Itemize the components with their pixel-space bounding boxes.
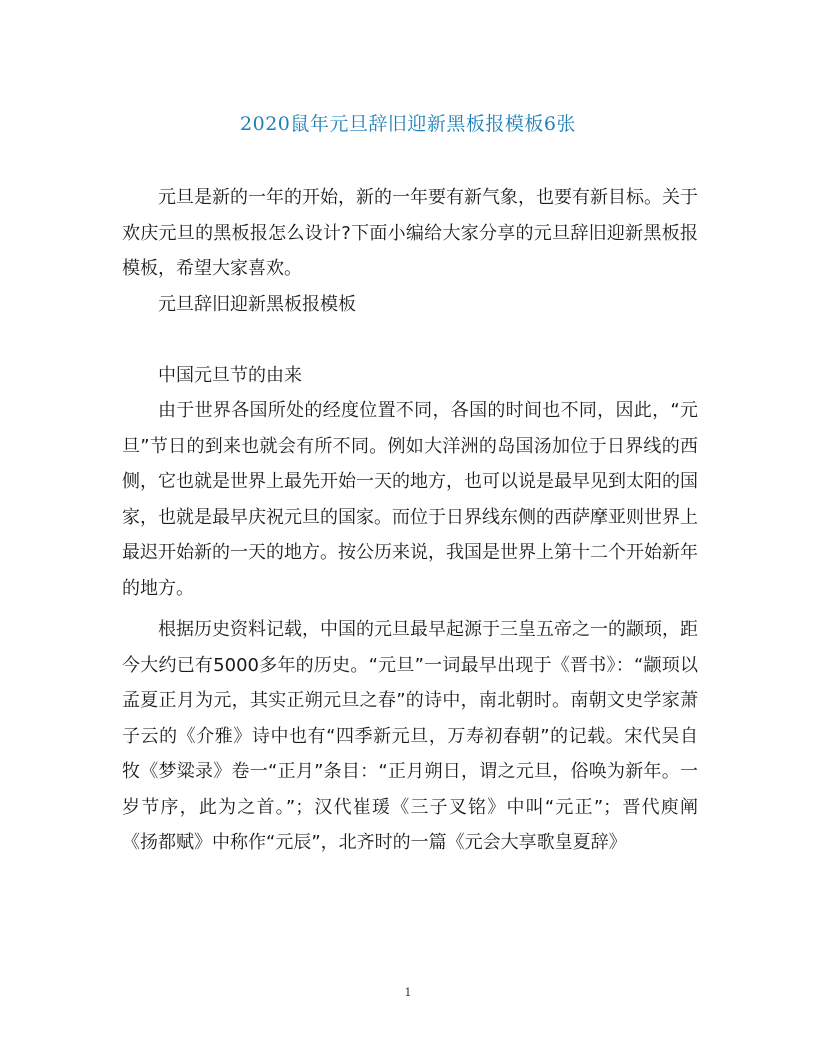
document-body <box>122 180 698 861</box>
intro-paragraph: 元旦是新的一年的开始，新的一年要有新气象，也要有新目标。关于欢庆元旦的黑板报怎么设计?下面小编给大家分享的元旦辞旧迎新黑板报模板，希望大家喜欢。 <box>122 187 698 279</box>
paragraph-2: 根据历史资料记载，中国的元旦最早起源于三皇五帝之一的颛顼，距今大约已有5000多年的历史。“元旦”一词最早出现于《晋书》：“颛顼以孟夏正月为元，其实正朔元旦之春”的诗中，南北朝时。南朝文史学家萧子云的《介雅》诗中也有“四季新元旦，万寿初春朝”的记载。宋代吴自牧《梦粱录》卷一“正月”条目：“正月朔日，谓之元旦，俗唤为新年。一岁节序，此为之首。”；汉代崔瑗《三子叉铭》中叫“元正”；晋代庾阐《扬都赋》中称作“元辰”，北齐时的一篇《元会大享歌皇夏辞》 <box>122 619 698 853</box>
subheading-template: 元旦辞旧迎新黑板报模板 <box>158 293 356 315</box>
blank-line <box>122 322 698 358</box>
subheading-origin: 中国元旦节的由来 <box>158 364 302 386</box>
page-number: 1 <box>404 986 412 999</box>
document-title: 2020鼠年元旦辞旧迎新黑板报模板6张 <box>240 113 576 135</box>
paragraph-1: 由于世界各国所处的经度位置不同，各国的时间也不同，因此，“元旦”节日的到来也就会有所不同。例如大洋洲的岛国汤加位于日界线的西侧，它也就是世界上最先开始一天的地方，也可以说是最早见到太阳的国家，也就是最早庆祝元旦的国家。而位于日界线东侧的西萨摩亚则世界上最迟开始新的一天的地方。按公历来说，我国是世界上第十二个开始新年的地方。 <box>122 400 698 599</box>
